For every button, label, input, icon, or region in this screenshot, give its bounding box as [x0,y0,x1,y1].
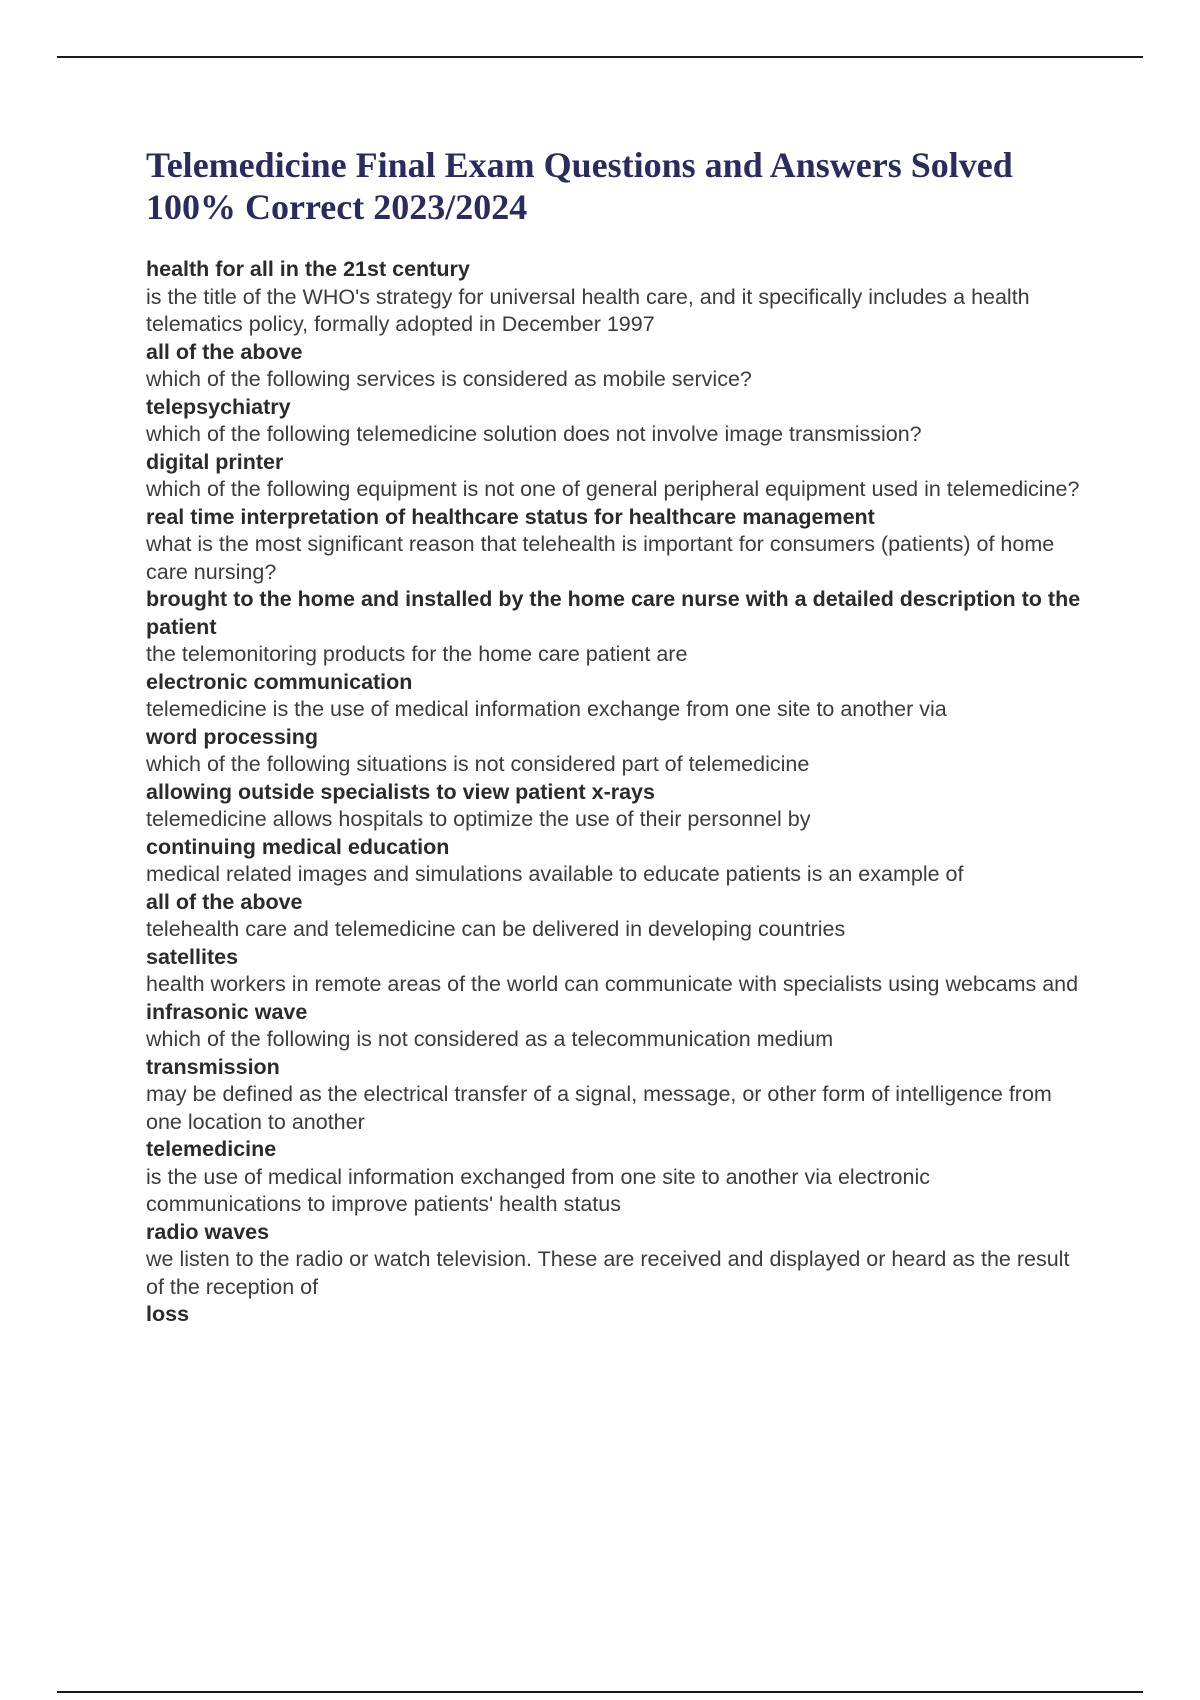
qa-answer: telemedicine [146,1137,277,1161]
qa-item [146,889,1086,944]
qa-answer: infrasonic wave [146,999,308,1024]
top-divider [57,56,1143,58]
qa-item [146,834,1086,889]
qa-item [146,944,1086,999]
qa-item [146,449,1086,504]
qa-question: which of the following equipment is not one of general peripheral equipment used in telemedicine? [146,477,1080,501]
qa-question: health workers in remote areas of the world can communicate with specialists using webcams and [146,972,1079,996]
qa-question: we listen to the radio or watch television. These are received and displayed or heard as the result of the reception of [146,1247,1070,1299]
qa-question: which of the following situations is not considered part of telemedicine [146,752,810,776]
document-body [146,144,1086,1329]
qa-answer: brought to the home and installed by the home care nurse with a detailed description to the patient [146,587,1081,639]
qa-list [146,256,1086,1329]
qa-answer: loss [146,1302,190,1326]
qa-question: telemedicine is the use of medical information exchange from one site to another via [146,697,947,721]
qa-question: telehealth care and telemedicine can be delivered in developing countries [146,917,846,941]
qa-item [146,1219,1086,1302]
qa-answer: telepsychiatry [146,394,291,419]
qa-item [146,339,1086,394]
qa-item [146,586,1086,669]
qa-item [146,779,1086,834]
qa-question: which of the following is not considered as a telecommunication medium [146,1027,834,1051]
qa-question: what is the most significant reason that telehealth is important for consumers (patients) of home care nursing? [146,532,1055,584]
qa-item [146,999,1086,1054]
qa-answer: radio waves [146,1219,270,1244]
qa-item [146,504,1086,587]
bottom-divider [57,1691,1143,1693]
qa-item [146,256,1086,339]
qa-question: the telemonitoring products for the home care patient are [146,642,688,666]
page-title: Telemedicine Final Exam Questions and Answers Solved 100% Correct 2023/2024 [146,145,1013,227]
qa-answer: word processing [146,724,319,749]
qa-item [146,1301,1086,1329]
qa-question: medical related images and simulations available to educate patients is an example of [146,862,964,886]
qa-item [146,724,1086,779]
qa-item [146,394,1086,449]
qa-answer: allowing outside specialists to view patient x-rays [146,779,655,804]
qa-answer: continuing medical education [146,834,450,859]
qa-answer: transmission [146,1054,280,1079]
qa-question: which of the following services is considered as mobile service? [146,367,752,391]
qa-question: which of the following telemedicine solution does not involve image transmission? [146,422,922,446]
qa-answer: all of the above [146,339,303,364]
qa-question: is the title of the WHO's strategy for universal health care, and it specifically includes a health telematics policy, formally adopted in December 1997 [146,284,1030,336]
qa-answer: digital printer [146,449,284,474]
qa-answer: all of the above [146,889,303,914]
qa-question: may be defined as the electrical transfer of a signal, message, or other form of intelligence from one location to another [146,1082,1052,1134]
qa-question: telemedicine allows hospitals to optimize the use of their personnel by [146,807,811,831]
qa-question: is the use of medical information exchanged from one site to another via electronic communications to improve patients' health status [146,1164,930,1216]
qa-answer: health for all in the 21st century [146,257,470,281]
qa-answer: satellites [146,944,239,969]
qa-item [146,1136,1086,1219]
qa-answer: real time interpretation of healthcare status for healthcare management [146,504,875,529]
qa-item [146,669,1086,724]
qa-item [146,1054,1086,1137]
qa-answer: electronic communication [146,669,413,694]
